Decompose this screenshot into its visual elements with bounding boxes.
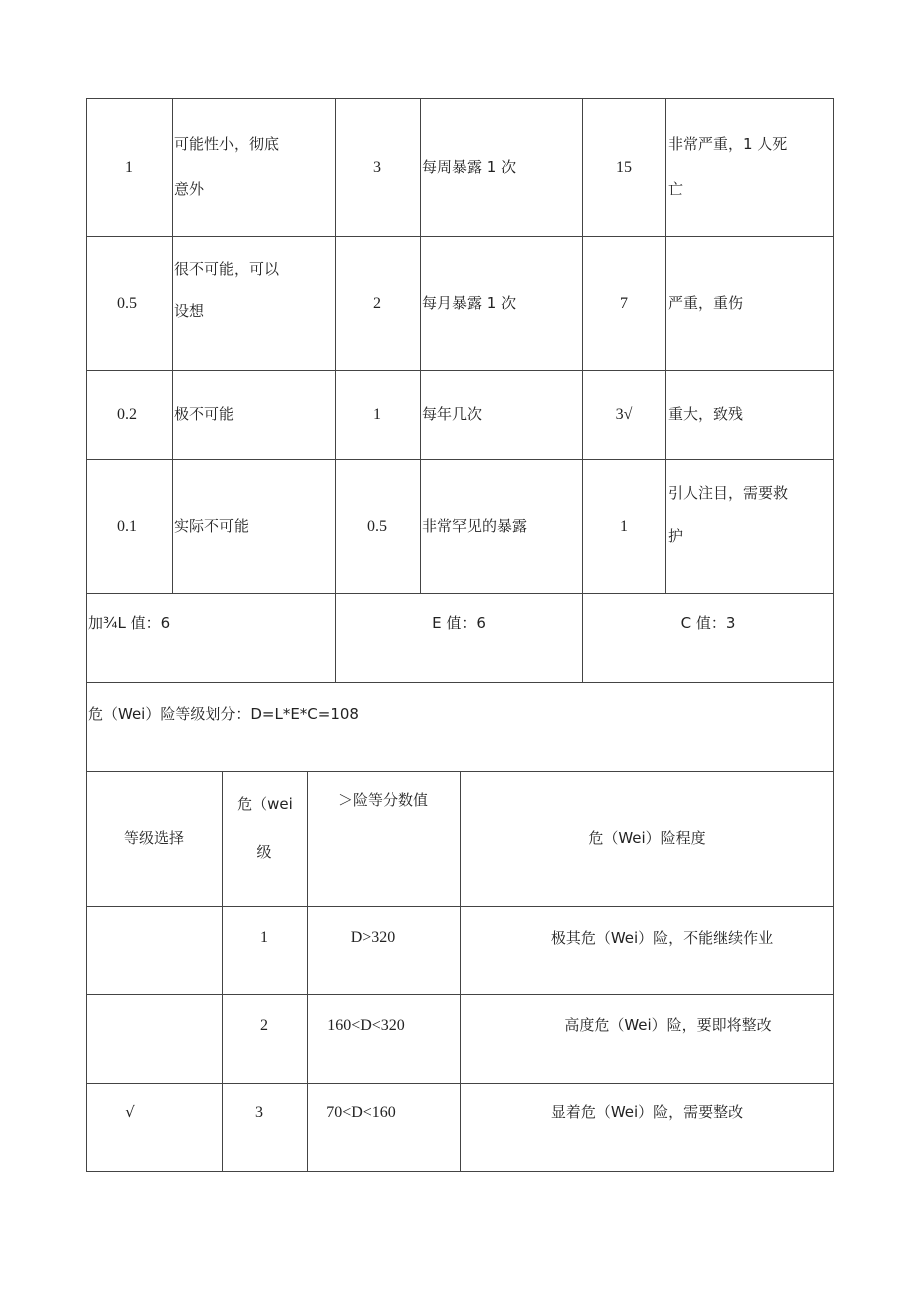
e-value: 2 [373,295,381,312]
e-value: 1 [373,406,381,423]
table-border-bottom [86,1171,834,1172]
c-description: 护 [668,527,684,545]
risk-level: 3 [255,1104,263,1121]
e-description: 每年几次 [422,405,483,423]
row-divider [86,682,834,683]
c-description: 非常严重，1 人死 [668,135,788,153]
risk-level: 2 [260,1017,268,1034]
l-value: 1 [125,159,133,176]
e-description: 每周暴露 1 次 [422,158,517,176]
grade-choice: √ [125,1103,135,1121]
row-divider [86,459,834,460]
l-description: 极不可能 [174,405,235,423]
c-value: 7 [620,295,628,312]
e-description: 非常罕见的暴露 [422,517,528,535]
l-value: 0.2 [117,406,137,423]
risk-degree: 高度危（Wei）险，要即将整改 [564,1016,772,1034]
risk-degree: 显着危（Wei）险，需要整改 [550,1103,744,1121]
table-border-right [833,98,834,1172]
risk-level-header: 危（wei [237,795,293,813]
risk-degree-header: 危（Wei）险程度 [588,829,706,847]
l-description: 很不可能，可以 [174,260,280,278]
row-divider [86,593,834,594]
col-divider [665,98,666,593]
col-divider [222,771,223,1171]
col-divider [582,98,583,682]
row-divider [86,236,834,237]
c-description: 重大，致残 [668,405,744,423]
e-value: 3 [373,159,381,176]
row-divider [86,370,834,371]
l-description: 实际不可能 [174,517,250,535]
risk-score: 160<D<320 [327,1017,405,1034]
col-divider [335,98,336,682]
score-header: ＞险等分数值 [338,791,429,809]
c-description: 亡 [668,180,684,198]
l-value-label: 加¾L 值：6 [88,614,171,632]
risk-score: D>320 [350,929,396,946]
col-divider [172,98,173,593]
table-border-left [86,98,87,1172]
c-value-label: C 值：3 [680,614,736,632]
col-divider [420,98,421,593]
e-value: 0.5 [367,518,387,535]
col-divider [460,771,461,1171]
c-value: 3√ [615,406,633,423]
l-description: 可能性小，彻底 [174,135,280,153]
c-value: 1 [620,518,628,535]
e-value-label: E 值：6 [432,614,486,632]
c-value: 15 [616,159,632,176]
c-description: 严重，重伤 [668,294,744,312]
grade-choice-header: 等级选择 [123,829,185,847]
col-divider [307,771,308,1171]
l-description: 意外 [174,180,205,198]
table-border-top [86,98,834,99]
e-description: 每月暴露 1 次 [422,294,517,312]
risk-degree: 极其危（Wei）险，不能继续作业 [550,929,774,947]
l-value: 0.5 [117,295,137,312]
risk-level: 1 [260,929,268,946]
l-value: 0.1 [117,518,137,535]
risk-level-header: 级 [256,843,272,861]
risk-formula: 危（Wei）险等级划分：D=L*E*C=108 [88,705,359,723]
l-description: 设想 [174,302,205,320]
risk-score: 70<D<160 [326,1104,396,1121]
c-description: 引人注目，需要救 [668,484,789,502]
